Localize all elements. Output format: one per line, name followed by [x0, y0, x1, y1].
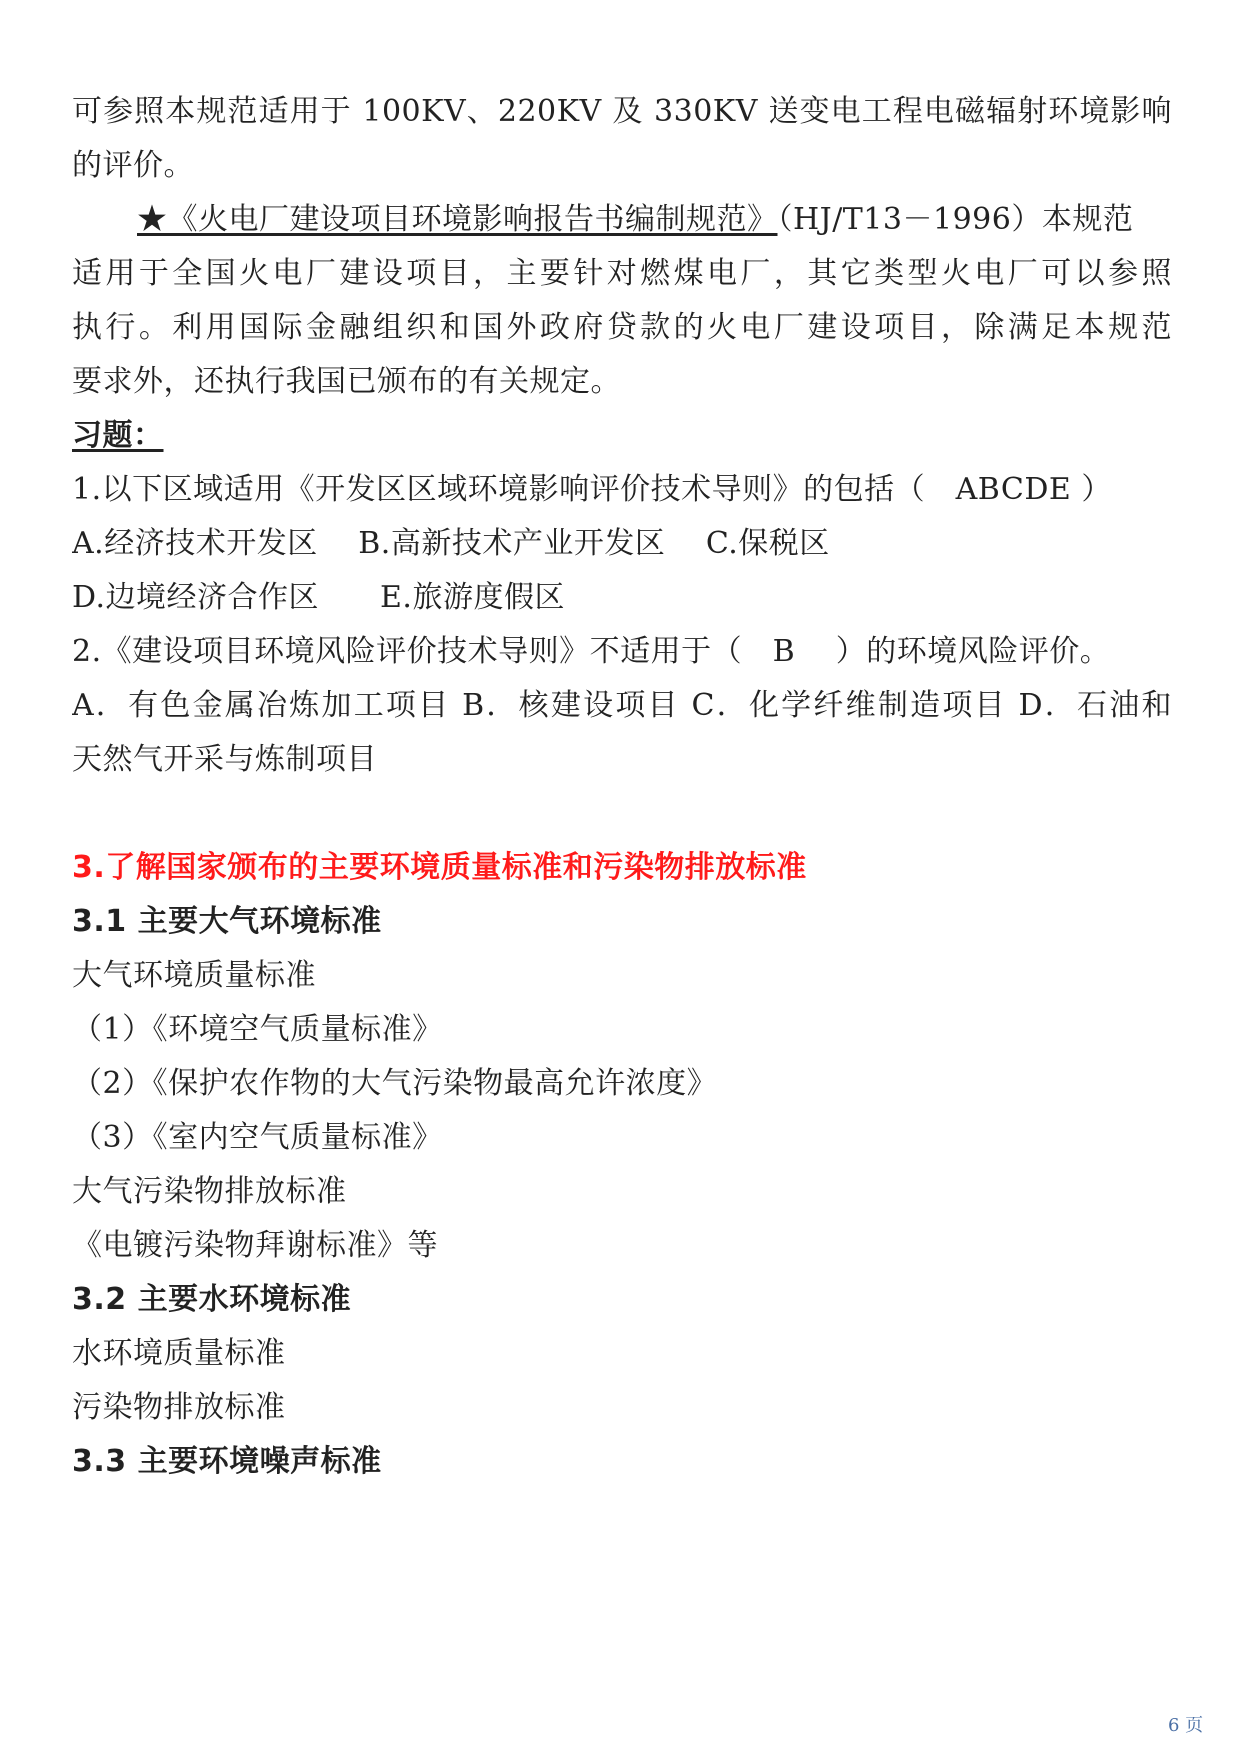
question-2: 2.《建设项目环境风险评价技术导则》不适用于（ B ）的环境风险评价。 [72, 634, 1111, 669]
standard-title-line [137, 200, 1172, 240]
exercises-heading: 习题： [72, 418, 164, 453]
section-3-3-heading: 3.3 主要环境噪声标准 [72, 1444, 382, 1479]
water-quality-label: 水环境质量标准 [72, 1336, 286, 1371]
air-quality-item: （2）《保护农作物的大气污染物最高允许浓度》 [72, 1066, 718, 1101]
air-quality-item: （3）《室内空气质量标准》 [72, 1120, 443, 1155]
section-3-heading: 3.了解国家颁布的主要环境质量标准和污染物排放标准 [72, 850, 807, 885]
paragraph-line: 执行。利用国际金融组织和国外政府贷款的火电厂建设项目，除满足本规范 [72, 310, 1172, 345]
standard-title-rest: （HJ/T13－1996）本规范 [777, 202, 1134, 237]
question-2-options: A．有色金属冶炼加工项目 B．核建设项目 C．化学纤维制造项目 D．石油和 [72, 688, 1172, 723]
air-emission-item: 《电镀污染物拜谢标准》等 [72, 1228, 438, 1263]
question-1-options: D.边境经济合作区 E.旅游度假区 [72, 580, 565, 615]
paragraph-line: 要求外，还执行我国已颁布的有关规定。 [72, 364, 621, 399]
air-quality-label: 大气环境质量标准 [72, 958, 316, 993]
air-emission-label: 大气污染物排放标准 [72, 1174, 347, 1209]
standard-title-underlined: ★《火电厂建设项目环境影响报告书编制规范》 [137, 202, 778, 237]
paragraph-line: 的评价。 [72, 148, 194, 183]
paragraph-line: 适用于全国火电厂建设项目，主要针对燃煤电厂，其它类型火电厂可以参照 [72, 256, 1172, 291]
question-2-options: 天然气开采与炼制项目 [72, 742, 377, 777]
air-quality-item: （1）《环境空气质量标准》 [72, 1012, 443, 1047]
section-3-1-heading: 3.1 主要大气环境标准 [72, 904, 382, 939]
question-1-options: A.经济技术开发区 B.高新技术产业开发区 C.保税区 [72, 526, 830, 561]
paragraph-line: 可参照本规范适用于 100KV、220KV 及 330KV 送变电工程电磁辐射环境影响 [72, 94, 1172, 129]
question-1: 1.以下区域适用《开发区区域环境影响评价技术导则》的包括（ ABCDE ） [72, 472, 1112, 507]
page-number: 6 页 [1168, 1715, 1204, 1736]
section-3-2-heading: 3.2 主要水环境标准 [72, 1282, 352, 1317]
water-emission-label: 污染物排放标准 [72, 1390, 286, 1425]
